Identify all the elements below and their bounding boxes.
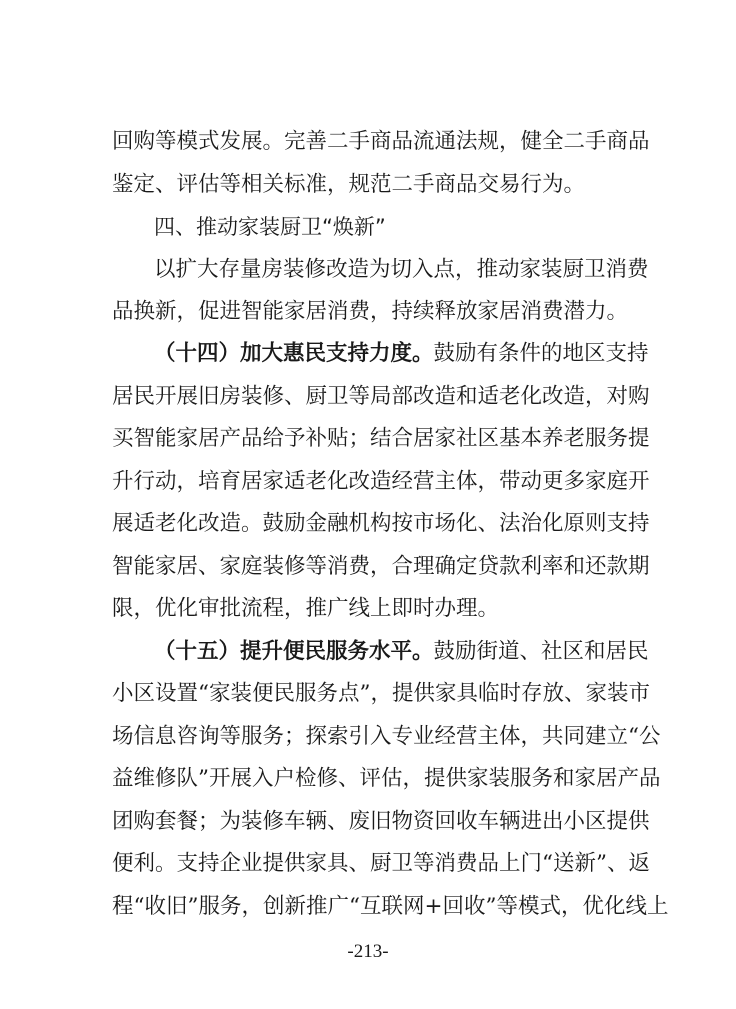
body-text-run: 鼓励街道、社区和居民 bbox=[433, 639, 649, 664]
section-heading: 四、推动家装厨卫“焕新” bbox=[154, 215, 386, 239]
paragraph-first-line bbox=[154, 339, 649, 369]
body-text-line: 团购套餐；为装修车辆、废旧物资回收车辆进出小区提供 bbox=[112, 809, 650, 834]
page-number: -213- bbox=[347, 941, 389, 962]
body-text-line: 程“收旧”服务，创新推广“互联网+回收”等模式，优化线上 bbox=[112, 894, 669, 919]
body-text-line: 居民开展旧房装修、厨卫等局部改造和适老化改造，对购 bbox=[112, 384, 650, 409]
body-text-run: 鼓励有条件的地区支持 bbox=[433, 341, 649, 366]
body-text-line: 智能家居、家庭装修等消费，合理确定贷款利率和还款期 bbox=[112, 554, 650, 579]
body-text-line: 升行动，培育居家适老化改造经营主体，带动更多家庭开 bbox=[112, 469, 650, 494]
body-text-line: 以扩大存量房装修改造为切入点，推动家装厨卫消费 bbox=[154, 257, 649, 282]
paragraph-first-line bbox=[154, 637, 649, 667]
subsection-lead: （十四）加大惠民支持力度。 bbox=[154, 341, 434, 366]
body-text-line: 回购等模式发展。完善二手商品流通法规，健全二手商品 bbox=[112, 129, 650, 154]
body-text-line: 限，优化审批流程，推广线上即时办理。 bbox=[112, 596, 500, 621]
body-text-line: 品换新，促进智能家居消费，持续释放家居消费潜力。 bbox=[112, 299, 629, 324]
body-text-line: 便利。支持企业提供家具、厨卫等消费品上门“送新”、返 bbox=[112, 851, 650, 876]
body-text-line: 买智能家居产品给予补贴；结合居家社区基本养老服务提 bbox=[112, 426, 650, 451]
body-text-line: 场信息咨询等服务；探索引入专业经营主体，共同建立“公 bbox=[112, 724, 661, 749]
body-text-line: 展适老化改造。鼓励金融机构按市场化、法治化原则支持 bbox=[112, 511, 650, 536]
body-text-line: 小区设置“家装便民服务点”，提供家具临时存放、家装市 bbox=[112, 681, 650, 706]
body-text-line: 鉴定、评估等相关标准，规范二手商品交易行为。 bbox=[112, 172, 586, 197]
subsection-lead: （十五）提升便民服务水平。 bbox=[154, 639, 434, 664]
body-text-line: 益维修队”开展入户检修、评估，提供家装服务和家居产品 bbox=[112, 766, 661, 791]
